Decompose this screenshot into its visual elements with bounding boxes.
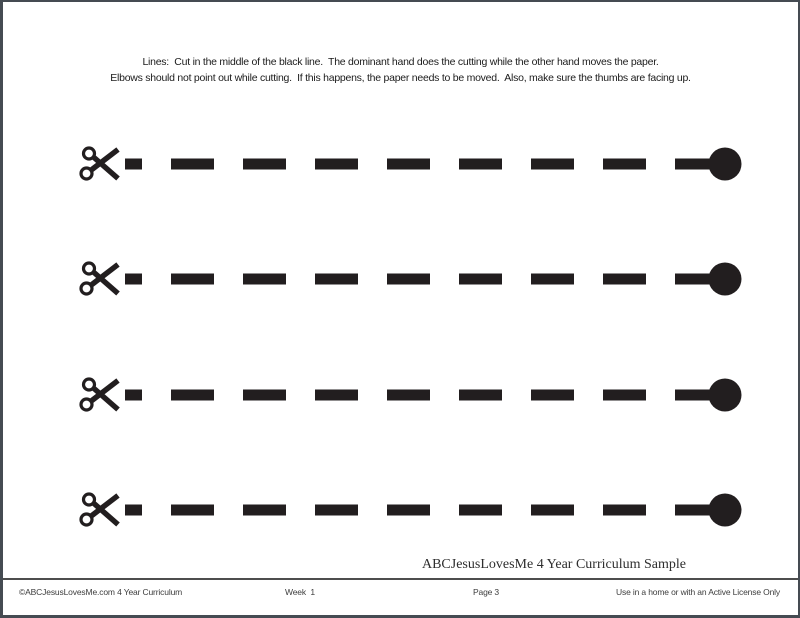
instructions-line-1: Lines: Cut in the middle of the black line. The dominant hand does the cutting while the other hand moves the paper.: [142, 56, 659, 68]
cut-line-graphic: [53, 480, 753, 540]
cutting-line-row: [53, 365, 753, 425]
scissors-icon: [81, 494, 118, 525]
footer-divider: [3, 578, 798, 580]
cut-line-graphic: [53, 134, 753, 194]
footer-page-number: Page 3: [472, 587, 500, 597]
scissors-icon: [81, 379, 118, 410]
instructions-line-2: Elbows should not point out while cutting. If this happens, the paper needs to be moved. Also, make sure the thumbs are facing up.: [110, 72, 691, 84]
end-dot-icon: [709, 263, 742, 296]
instructions-block: [3, 54, 798, 86]
footer-week-label: Week 1: [285, 587, 315, 597]
footer-license-note: Use in a home or with an Active License Only: [616, 587, 780, 597]
cutting-line-row: [53, 134, 753, 194]
scissors-icon: [81, 263, 118, 294]
end-dot-icon: [709, 494, 742, 527]
footer-copyright: ©ABCJesusLovesMe.com 4 Year Curriculum: [19, 587, 183, 597]
cutting-line-row: [53, 249, 753, 309]
end-dot-icon: [709, 148, 742, 181]
scissors-icon: [81, 148, 118, 179]
cutting-line-row: [53, 480, 753, 540]
sample-label: ABCJesusLovesMe 4 Year Curriculum Sample: [421, 557, 687, 572]
cut-line-graphic: [53, 249, 753, 309]
cut-line-graphic: [53, 365, 753, 425]
end-dot-icon: [709, 379, 742, 412]
